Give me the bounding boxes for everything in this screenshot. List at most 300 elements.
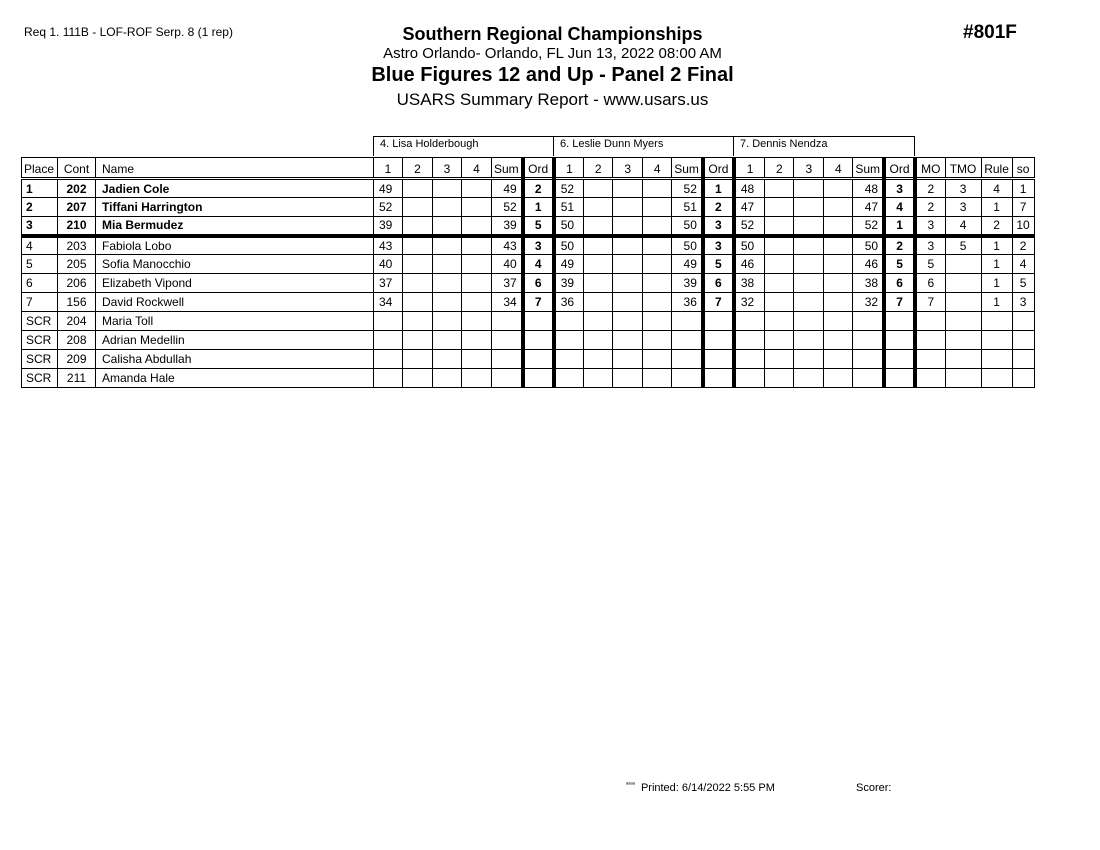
mo-cell: 3 [915, 217, 945, 236]
judge1-sum [492, 350, 523, 369]
scorer-label: Scorer: [856, 782, 892, 794]
judge2-score-2 [584, 350, 613, 369]
footer-mark: ᵃᵃᵃᵃ [626, 782, 635, 788]
judge2-sum: 49 [672, 255, 703, 274]
col-j2-sum: Sum [672, 158, 703, 179]
judge2-sum: 50 [672, 217, 703, 236]
judge3-score-1 [734, 312, 765, 331]
col-j3-sum: Sum [853, 158, 884, 179]
mo-cell: 7 [915, 293, 945, 312]
judge3-sum: 50 [853, 236, 884, 255]
judge2-ordinal: 3 [703, 217, 734, 236]
judge3-score-4 [824, 217, 853, 236]
judge1-score-2 [403, 198, 433, 217]
col-so: so [1012, 158, 1034, 179]
rule-cell: 1 [981, 293, 1012, 312]
name-cell: David Rockwell [96, 293, 374, 312]
name-cell: Adrian Medellin [96, 331, 374, 350]
judge1-sum: 37 [492, 274, 523, 293]
printed-timestamp [626, 782, 775, 794]
judge1-sum: 40 [492, 255, 523, 274]
judge2-score-2 [584, 198, 613, 217]
rule-cell: 1 [981, 274, 1012, 293]
judge2-score-3 [613, 198, 643, 217]
judge3-ordinal: 1 [884, 217, 915, 236]
table-row [22, 236, 1035, 255]
judge3-score-3 [794, 179, 824, 198]
table-row [22, 217, 1035, 236]
name-cell: Amanda Hale [96, 369, 374, 388]
judge2-score-1 [554, 350, 584, 369]
judge2-score-2 [584, 312, 613, 331]
judge3-score-1: 38 [734, 274, 765, 293]
judge1-score-3 [433, 312, 462, 331]
judge1-score-3 [433, 198, 462, 217]
judge2-sum: 52 [672, 179, 703, 198]
judge1-score-1 [374, 312, 403, 331]
judge2-score-3 [613, 236, 643, 255]
table-row [22, 198, 1035, 217]
judge1-score-1: 49 [374, 179, 403, 198]
so-cell: 1 [1012, 179, 1034, 198]
judge3-score-2 [765, 198, 794, 217]
judge2-score-2 [584, 217, 613, 236]
rule-cell: 1 [981, 255, 1012, 274]
printed-text: Printed: 6/14/2022 5:55 PM [640, 782, 775, 794]
judge3-score-3 [794, 293, 824, 312]
judge1-ordinal: 6 [523, 274, 554, 293]
judge2-ordinal: 7 [703, 293, 734, 312]
judge2-score-1: 39 [554, 274, 584, 293]
col-j2-4: 4 [643, 158, 672, 179]
judge2-sum [672, 350, 703, 369]
judge1-score-3 [433, 293, 462, 312]
judge3-score-4 [824, 179, 853, 198]
judge3-score-3 [794, 331, 824, 350]
mo-cell: 6 [915, 274, 945, 293]
name-cell: Sofia Manocchio [96, 255, 374, 274]
judge2-score-3 [613, 350, 643, 369]
cont-cell: 210 [58, 217, 96, 236]
col-j1-sum: Sum [492, 158, 523, 179]
judge3-score-1 [734, 350, 765, 369]
judge1-score-2 [403, 236, 433, 255]
judge3-score-4 [824, 331, 853, 350]
judge3-sum [853, 369, 884, 388]
col-tmo: TMO [945, 158, 981, 179]
judge3-sum: 38 [853, 274, 884, 293]
judge3-sum: 32 [853, 293, 884, 312]
report-name: USARS Summary Report - www.usars.us [396, 90, 709, 109]
judge3-score-1: 50 [734, 236, 765, 255]
judge3-ordinal [884, 331, 915, 350]
judge1-sum [492, 369, 523, 388]
place-cell: 5 [22, 255, 58, 274]
cont-cell: 205 [58, 255, 96, 274]
judge3-score-3 [794, 312, 824, 331]
judge1-score-2 [403, 350, 433, 369]
judge3-score-1 [734, 331, 765, 350]
col-rule: Rule [981, 158, 1012, 179]
judge3-sum [853, 312, 884, 331]
judge3-ordinal [884, 312, 915, 331]
place-cell: 6 [22, 274, 58, 293]
judge3-score-4 [824, 274, 853, 293]
judge1-ordinal: 7 [523, 293, 554, 312]
judge2-score-1: 49 [554, 255, 584, 274]
judge3-sum: 47 [853, 198, 884, 217]
rule-cell [981, 369, 1012, 388]
cont-cell: 208 [58, 331, 96, 350]
judge1-score-4 [462, 255, 492, 274]
judge3-score-4 [824, 293, 853, 312]
cont-cell: 156 [58, 293, 96, 312]
mo-cell: 2 [915, 198, 945, 217]
judge2-score-2 [584, 236, 613, 255]
place-cell: 7 [22, 293, 58, 312]
cont-cell: 209 [58, 350, 96, 369]
mo-cell [915, 369, 945, 388]
tmo-cell [945, 350, 981, 369]
judge1-ordinal: 4 [523, 255, 554, 274]
judge2-sum [672, 369, 703, 388]
judge3-ordinal: 3 [884, 179, 915, 198]
judge2-score-1 [554, 369, 584, 388]
col-j2-ord: Ord [703, 158, 734, 179]
so-cell [1012, 331, 1034, 350]
col-j3-1: 1 [734, 158, 765, 179]
judge1-sum: 49 [492, 179, 523, 198]
judge-header-1: 4. Lisa Holderbough [373, 136, 554, 156]
judge3-score-1 [734, 369, 765, 388]
table-row [22, 312, 1035, 331]
tmo-cell: 5 [945, 236, 981, 255]
tmo-cell [945, 369, 981, 388]
col-j3-ord: Ord [884, 158, 915, 179]
judge2-score-4 [643, 293, 672, 312]
cont-cell: 204 [58, 312, 96, 331]
cont-cell: 202 [58, 179, 96, 198]
name-cell: Mia Bermudez [96, 217, 374, 236]
judge2-score-4 [643, 350, 672, 369]
judge2-score-1: 36 [554, 293, 584, 312]
judge1-score-1: 40 [374, 255, 403, 274]
judge3-sum [853, 331, 884, 350]
judge3-score-4 [824, 350, 853, 369]
rule-cell [981, 350, 1012, 369]
mo-cell: 3 [915, 236, 945, 255]
place-cell: 1 [22, 179, 58, 198]
judge2-ordinal [703, 369, 734, 388]
judge2-score-4 [643, 236, 672, 255]
results-table [21, 157, 1035, 388]
judge1-score-4 [462, 350, 492, 369]
judge3-score-2 [765, 274, 794, 293]
col-j3-4: 4 [824, 158, 853, 179]
judge3-score-3 [794, 236, 824, 255]
mo-cell: 2 [915, 179, 945, 198]
judge3-ordinal [884, 369, 915, 388]
so-cell: 5 [1012, 274, 1034, 293]
col-j3-2: 2 [765, 158, 794, 179]
judge1-sum: 34 [492, 293, 523, 312]
cont-cell: 203 [58, 236, 96, 255]
name-cell: Calisha Abdullah [96, 350, 374, 369]
judge1-score-2 [403, 274, 433, 293]
place-cell: 4 [22, 236, 58, 255]
judge1-score-4 [462, 198, 492, 217]
col-j1-2: 2 [403, 158, 433, 179]
place-cell: SCR [22, 350, 58, 369]
judge-header-3: 7. Dennis Nendza [733, 136, 915, 156]
rule-cell: 1 [981, 198, 1012, 217]
mo-cell [915, 312, 945, 331]
rule-cell: 1 [981, 236, 1012, 255]
judge3-sum: 46 [853, 255, 884, 274]
judge1-score-3 [433, 331, 462, 350]
judge3-score-2 [765, 255, 794, 274]
judge2-score-2 [584, 179, 613, 198]
judge3-score-4 [824, 312, 853, 331]
judge2-score-3 [613, 312, 643, 331]
judge3-score-4 [824, 369, 853, 388]
judge3-score-2 [765, 179, 794, 198]
table-header-row [22, 158, 1035, 179]
rule-cell: 2 [981, 217, 1012, 236]
judge2-score-2 [584, 331, 613, 350]
judge1-score-4 [462, 331, 492, 350]
judge2-score-2 [584, 255, 613, 274]
col-cont: Cont [58, 158, 96, 179]
competition-title: Southern Regional Championships [402, 24, 703, 44]
col-j2-3: 3 [613, 158, 643, 179]
tmo-cell [945, 293, 981, 312]
judge3-ordinal: 4 [884, 198, 915, 217]
table-row [22, 274, 1035, 293]
judge2-score-2 [584, 293, 613, 312]
so-cell [1012, 350, 1034, 369]
judge2-score-4 [643, 179, 672, 198]
judge1-score-2 [403, 255, 433, 274]
place-cell: SCR [22, 331, 58, 350]
judge1-sum [492, 331, 523, 350]
judge1-score-3 [433, 236, 462, 255]
judge2-score-4 [643, 198, 672, 217]
judge1-ordinal: 3 [523, 236, 554, 255]
judge3-score-2 [765, 350, 794, 369]
name-cell: Fabiola Lobo [96, 236, 374, 255]
location-date: Astro Orlando- Orlando, FL Jun 13, 2022 08:00 AM [383, 45, 722, 62]
judge1-ordinal [523, 350, 554, 369]
judge1-score-3 [433, 274, 462, 293]
col-j1-4: 4 [462, 158, 492, 179]
name-cell: Maria Toll [96, 312, 374, 331]
so-cell: 10 [1012, 217, 1034, 236]
judge1-sum: 43 [492, 236, 523, 255]
place-cell: 3 [22, 217, 58, 236]
tmo-cell [945, 274, 981, 293]
tmo-cell: 4 [945, 217, 981, 236]
col-j2-2: 2 [584, 158, 613, 179]
judge3-sum: 48 [853, 179, 884, 198]
judge1-sum: 52 [492, 198, 523, 217]
judge1-score-3 [433, 255, 462, 274]
judge2-sum [672, 331, 703, 350]
judge2-score-2 [584, 274, 613, 293]
judge1-score-2 [403, 293, 433, 312]
tmo-cell: 3 [945, 179, 981, 198]
judge3-score-1: 32 [734, 293, 765, 312]
judge3-score-3 [794, 255, 824, 274]
so-cell [1012, 312, 1034, 331]
judge1-score-1 [374, 350, 403, 369]
judge3-ordinal: 2 [884, 236, 915, 255]
judge3-score-3 [794, 369, 824, 388]
judge2-sum: 39 [672, 274, 703, 293]
col-j3-3: 3 [794, 158, 824, 179]
judge3-score-3 [794, 274, 824, 293]
rule-cell [981, 331, 1012, 350]
judge3-score-4 [824, 255, 853, 274]
table-row [22, 369, 1035, 388]
place-cell: SCR [22, 369, 58, 388]
event-number: #801F [963, 22, 1017, 43]
col-place: Place [22, 158, 58, 179]
judge1-ordinal [523, 312, 554, 331]
judge1-score-4 [462, 293, 492, 312]
judge2-score-3 [613, 293, 643, 312]
judge1-score-1: 43 [374, 236, 403, 255]
judge2-ordinal [703, 331, 734, 350]
so-cell: 7 [1012, 198, 1034, 217]
judge2-ordinal [703, 312, 734, 331]
judge3-score-1: 46 [734, 255, 765, 274]
judge3-score-2 [765, 331, 794, 350]
judge1-score-1 [374, 369, 403, 388]
judge2-ordinal: 6 [703, 274, 734, 293]
judge1-score-4 [462, 312, 492, 331]
judge3-score-1: 48 [734, 179, 765, 198]
judge-header-2: 6. Leslie Dunn Myers [553, 136, 734, 156]
judge1-sum [492, 312, 523, 331]
judge2-sum [672, 312, 703, 331]
judge2-score-2 [584, 369, 613, 388]
mo-cell: 5 [915, 255, 945, 274]
judge1-ordinal: 5 [523, 217, 554, 236]
judge2-score-3 [613, 274, 643, 293]
judge1-score-4 [462, 274, 492, 293]
cont-cell: 206 [58, 274, 96, 293]
request-label: Req 1. 111B - LOF-ROF Serp. 8 (1 rep) [24, 25, 233, 39]
judge3-score-3 [794, 198, 824, 217]
judge1-score-2 [403, 331, 433, 350]
judge2-score-1: 51 [554, 198, 584, 217]
judge1-score-2 [403, 217, 433, 236]
judge1-score-2 [403, 179, 433, 198]
judge3-score-2 [765, 369, 794, 388]
judge1-score-4 [462, 236, 492, 255]
judge3-ordinal [884, 350, 915, 369]
judge1-ordinal [523, 331, 554, 350]
judge2-ordinal: 2 [703, 198, 734, 217]
judge1-score-1: 34 [374, 293, 403, 312]
tmo-cell [945, 331, 981, 350]
judge2-sum: 50 [672, 236, 703, 255]
judge3-sum [853, 350, 884, 369]
judge1-ordinal: 1 [523, 198, 554, 217]
table-row [22, 350, 1035, 369]
rule-cell [981, 312, 1012, 331]
name-cell: Tiffani Harrington [96, 198, 374, 217]
judge1-score-3 [433, 179, 462, 198]
judge2-score-3 [613, 331, 643, 350]
judge3-score-2 [765, 312, 794, 331]
col-j2-1: 1 [554, 158, 584, 179]
judge1-score-1: 52 [374, 198, 403, 217]
judge2-score-4 [643, 217, 672, 236]
judge2-score-3 [613, 179, 643, 198]
judge2-score-3 [613, 217, 643, 236]
col-mo: MO [915, 158, 945, 179]
place-cell: SCR [22, 312, 58, 331]
name-cell: Elizabeth Vipond [96, 274, 374, 293]
name-cell: Jadien Cole [96, 179, 374, 198]
col-j1-3: 3 [433, 158, 462, 179]
judge1-score-4 [462, 217, 492, 236]
tmo-cell [945, 312, 981, 331]
judge2-score-4 [643, 255, 672, 274]
judge2-score-4 [643, 274, 672, 293]
table-row [22, 293, 1035, 312]
judge2-sum: 51 [672, 198, 703, 217]
judge2-score-1 [554, 312, 584, 331]
table-row [22, 331, 1035, 350]
judge1-score-4 [462, 179, 492, 198]
judge1-score-2 [403, 369, 433, 388]
so-cell [1012, 369, 1034, 388]
table-row [22, 179, 1035, 198]
cont-cell: 207 [58, 198, 96, 217]
judge3-sum: 52 [853, 217, 884, 236]
judge3-ordinal: 7 [884, 293, 915, 312]
judge2-score-1: 50 [554, 217, 584, 236]
judge3-score-3 [794, 350, 824, 369]
judge3-score-1: 52 [734, 217, 765, 236]
judge2-score-4 [643, 331, 672, 350]
tmo-cell [945, 255, 981, 274]
judge2-ordinal: 3 [703, 236, 734, 255]
rule-cell: 4 [981, 179, 1012, 198]
judge2-score-3 [613, 255, 643, 274]
judge2-score-1: 52 [554, 179, 584, 198]
col-j1-ord: Ord [523, 158, 554, 179]
judge1-score-4 [462, 369, 492, 388]
judge2-ordinal [703, 350, 734, 369]
so-cell: 3 [1012, 293, 1034, 312]
mo-cell [915, 350, 945, 369]
judge1-score-3 [433, 369, 462, 388]
judge1-score-1: 37 [374, 274, 403, 293]
judge1-score-3 [433, 350, 462, 369]
judge2-ordinal: 5 [703, 255, 734, 274]
judge1-score-1 [374, 331, 403, 350]
judge3-score-4 [824, 198, 853, 217]
judge3-score-1: 47 [734, 198, 765, 217]
judge1-score-1: 39 [374, 217, 403, 236]
judge3-ordinal: 6 [884, 274, 915, 293]
judge3-score-3 [794, 217, 824, 236]
cont-cell: 211 [58, 369, 96, 388]
